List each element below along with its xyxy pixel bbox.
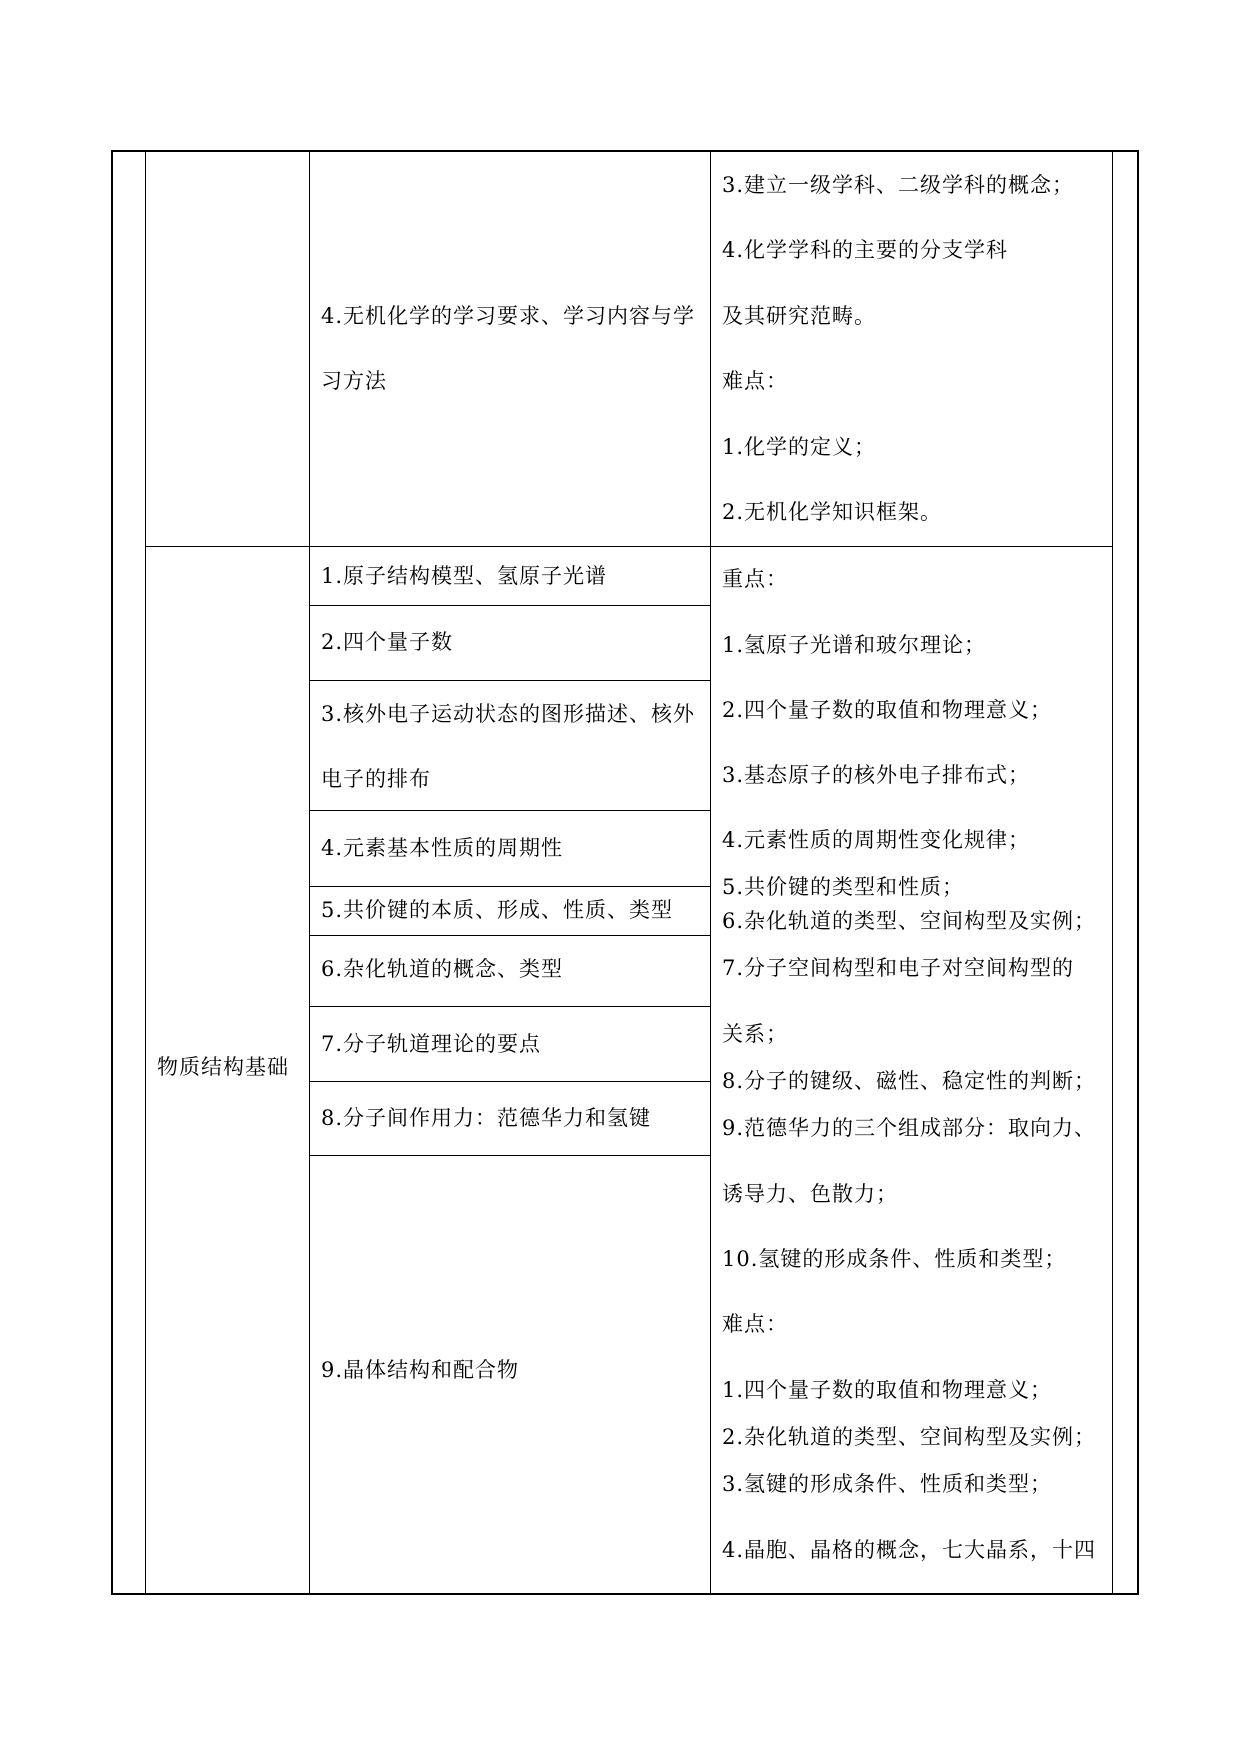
table-right-border [1137, 150, 1139, 1595]
row2-col4-line: 9.范德华力的三个组成部分：取向力、 [722, 1116, 1097, 1140]
row2-col4-line: 3.氢键的形成条件、性质和类型； [722, 1472, 1053, 1496]
subrow-divider [309, 1155, 710, 1156]
row2-col4-line: 2.杂化轨道的类型、空间构型及实例； [722, 1425, 1097, 1449]
row2-col4-line: 10.氢键的形成条件、性质和类型； [722, 1247, 1067, 1271]
row1-col3-line: 4.无机化学的学习要求、学习内容与学 [321, 304, 696, 328]
row-divider [145, 546, 1113, 547]
row1-col3-line: 习方法 [321, 369, 387, 393]
row2-col3-item: 9.晶体结构和配合物 [321, 1358, 520, 1382]
row1-col4-line: 3.建立一级学科、二级学科的概念； [722, 173, 1075, 197]
row1-col4-line: 难点： [722, 369, 788, 393]
row2-col4-line: 4.元素性质的周期性变化规律； [722, 828, 1031, 852]
subrow-divider [309, 1081, 710, 1082]
col-divider-3 [710, 150, 711, 1595]
table-bottom-border [111, 1593, 1139, 1595]
subrow-divider [309, 1006, 710, 1007]
subrow-divider [309, 886, 710, 887]
subrow-divider [309, 810, 710, 811]
row2-col4-line: 6.杂化轨道的类型、空间构型及实例； [722, 909, 1097, 933]
row2-col4-line: 1.氢原子光谱和玻尔理论； [722, 633, 987, 657]
row2-col3-item: 5.共价键的本质、形成、性质、类型 [321, 898, 674, 922]
row2-col3-item: 2.四个量子数 [321, 630, 454, 654]
row1-col4-line: 4.化学学科的主要的分支学科 [722, 238, 1009, 262]
row2-col4-line: 8.分子的键级、磁性、稳定性的判断； [722, 1069, 1097, 1093]
row2-col3-item: 3.核外电子运动状态的图形描述、核外 [321, 702, 696, 726]
row2-col3-item: 电子的排布 [321, 767, 431, 791]
row2-col4-line: 重点： [722, 567, 788, 591]
row1-col4-line: 1.化学的定义； [722, 435, 877, 459]
row2-col3-item: 6.杂化轨道的概念、类型 [321, 957, 564, 981]
col-divider-1 [145, 150, 146, 1595]
row2-col4-line: 4.晶胞、晶格的概念，七大晶系，十四 [722, 1538, 1097, 1562]
subrow-divider [309, 935, 710, 936]
row2-col3-item: 4.元素基本性质的周期性 [321, 836, 564, 860]
table-top-border [111, 150, 1139, 152]
subrow-divider [309, 680, 710, 681]
row2-col3-item: 8.分子间作用力：范德华力和氢键 [321, 1106, 652, 1130]
row2-col4-line: 2.四个量子数的取值和物理意义； [722, 698, 1053, 722]
row2-topic-title: 物质结构基础 [157, 1055, 289, 1079]
row2-col4-line: 1.四个量子数的取值和物理意义； [722, 1378, 1053, 1402]
table-left-border [111, 150, 113, 1595]
row2-col3-item: 1.原子结构模型、氢原子光谱 [321, 564, 608, 588]
row2-col3-item: 7.分子轨道理论的要点 [321, 1032, 542, 1056]
row2-col4-line: 关系； [722, 1022, 788, 1046]
subrow-divider [309, 605, 710, 606]
row2-col4-line: 7.分子空间构型和电子对空间构型的 [722, 956, 1075, 980]
row2-col4-line: 3.基态原子的核外电子排布式； [722, 763, 1031, 787]
col-divider-4 [1112, 150, 1113, 1595]
row2-col4-line: 难点： [722, 1312, 788, 1336]
row1-col4-line: 2.无机化学知识框架。 [722, 500, 943, 524]
row2-col4-line: 5.共价键的类型和性质； [722, 875, 965, 899]
col-divider-2 [309, 150, 310, 1595]
row1-col4-line: 及其研究范畴。 [722, 304, 876, 328]
row2-col4-line: 诱导力、色散力； [722, 1182, 898, 1206]
